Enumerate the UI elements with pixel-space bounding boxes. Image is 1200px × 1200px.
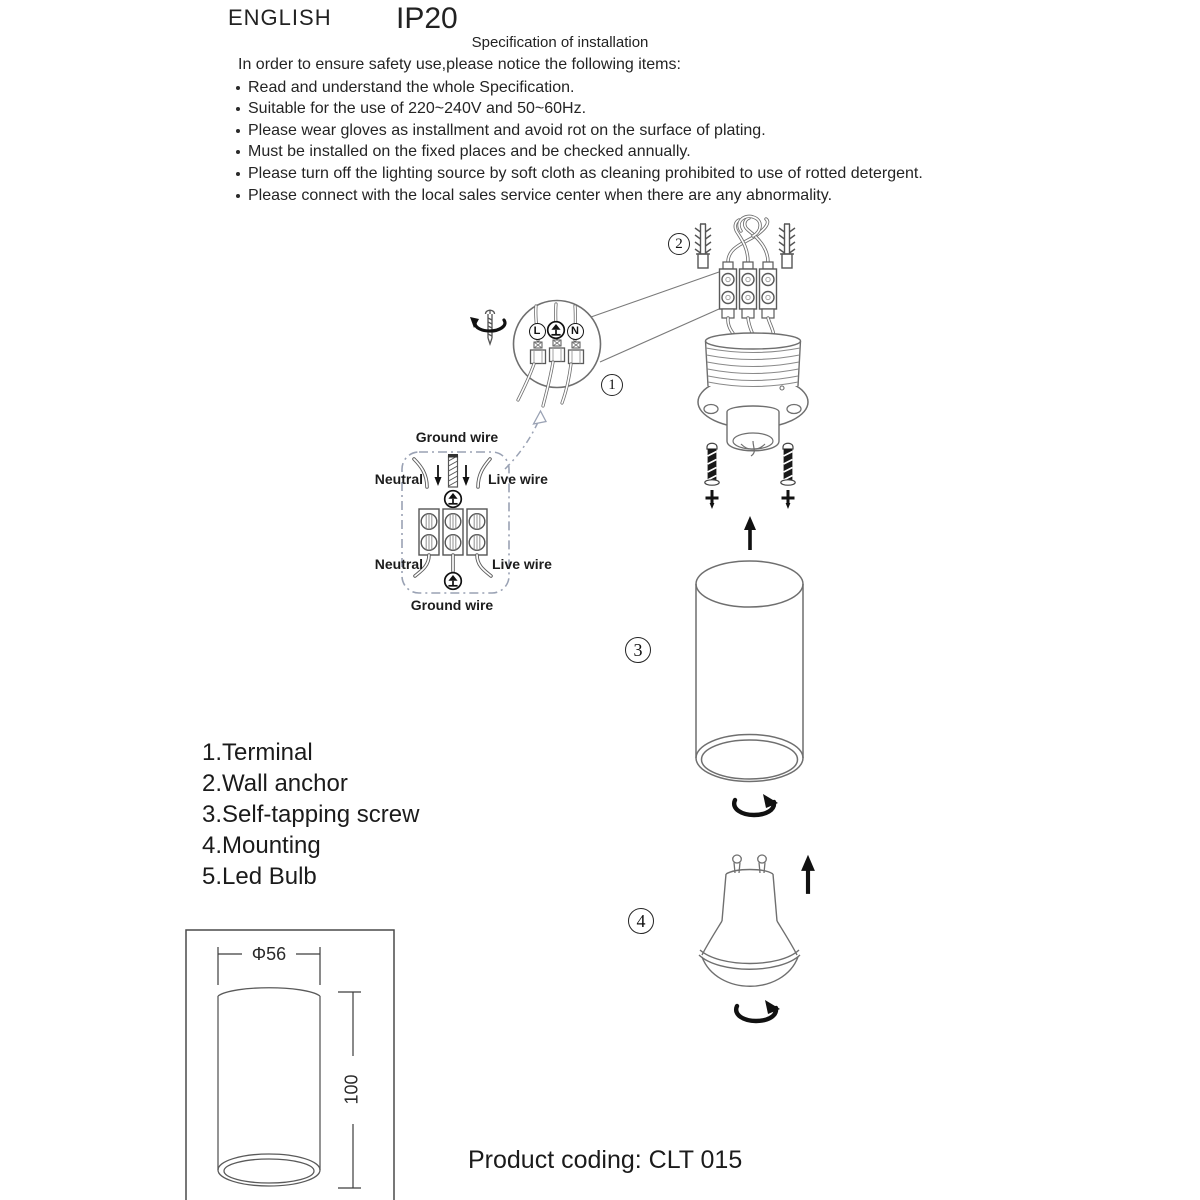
live-wire-bottom-label: Live wire: [492, 556, 552, 572]
lamp-body-cylinder: [696, 561, 803, 782]
parts-list: [202, 737, 419, 892]
safety-item: Please connect with the local sales service center when there are any abnormality.: [236, 185, 1022, 207]
screw-rotate-icon: [470, 310, 505, 345]
live-wire-top-label: Live wire: [488, 471, 548, 487]
up-arrow-cylinder-icon: [744, 516, 756, 550]
step-4-badge: 4: [628, 908, 654, 934]
parts-list-item: 2.Wall anchor: [202, 770, 348, 797]
safety-item: Please turn off the lighting source by soft cloth as cleaning prohibited to use of rotted detergent.: [236, 163, 1022, 185]
language-label: ENGLISH: [228, 5, 332, 30]
neutral-top-label: Neutral: [374, 471, 423, 487]
dimension-lines: [218, 947, 361, 1188]
self-tapping-screw-left: [705, 443, 719, 485]
parts-list-item: 1.Terminal: [202, 739, 313, 766]
product-coding: Product coding: CLT 015: [468, 1146, 743, 1174]
ip-rating-label: IP20: [396, 2, 458, 35]
diameter-dimension: Φ56: [251, 944, 287, 964]
neutral-bottom-label: Neutral: [374, 556, 423, 572]
step-2-badge: 2: [668, 233, 690, 255]
neutral-terminal-label: N: [567, 323, 584, 340]
earth-symbol-bottom-icon: [445, 573, 462, 590]
parts-list-item: 5.Led Bulb: [202, 863, 317, 890]
safety-intro: In order to ensure safety use,please notice the following items:: [238, 56, 681, 73]
safety-item: Read and understand the whole Specification.: [236, 77, 1022, 99]
safety-notes: [222, 54, 1022, 206]
parts-list-item: 4.Mounting: [202, 832, 321, 859]
safety-item: Must be installed on the fixed places and be checked annually.: [236, 141, 1022, 163]
magnifier-leader-lines: [591, 272, 719, 362]
phillips-icon-left: [706, 490, 719, 509]
rotate-arrow-bulb-icon: [736, 1000, 780, 1021]
earth-symbol-top-icon: [445, 491, 462, 508]
self-tapping-screw-right: [781, 443, 795, 485]
wall-anchor-right: [779, 224, 795, 268]
dashed-arrow-head: [534, 411, 547, 424]
rotate-arrow-cylinder-icon: [734, 794, 778, 815]
safety-item: Please wear gloves as installment and avoid rot on the surface of plating.: [236, 120, 1022, 142]
dimension-drawing: [186, 930, 394, 1200]
earth-symbol-icon: [548, 322, 565, 339]
phillips-icon-right: [782, 490, 795, 509]
terminal-block: [720, 262, 777, 318]
mains-wires: [728, 216, 768, 262]
wall-anchor-left: [695, 224, 711, 268]
up-arrow-bulb-icon: [801, 855, 815, 894]
height-dimension: 100: [341, 1074, 362, 1105]
step-1-badge: 1: [601, 374, 623, 396]
page-title: Specification of installation: [471, 34, 649, 51]
safety-list: [222, 77, 1022, 207]
ground-wire-bottom-label: Ground wire: [410, 597, 494, 613]
live-terminal-label: L: [529, 323, 546, 340]
step-3-badge: 3: [625, 637, 651, 663]
led-bulb: [699, 855, 800, 986]
ground-wire-hatched: [448, 454, 458, 487]
mounting-base: [698, 333, 808, 456]
ground-wire-top-label: Ground wire: [415, 429, 499, 445]
safety-item: Suitable for the use of 220~240V and 50~60Hz.: [236, 98, 1022, 120]
parts-list-item: 3.Self-tapping screw: [202, 801, 420, 828]
terminal-magnifier: [514, 301, 601, 407]
